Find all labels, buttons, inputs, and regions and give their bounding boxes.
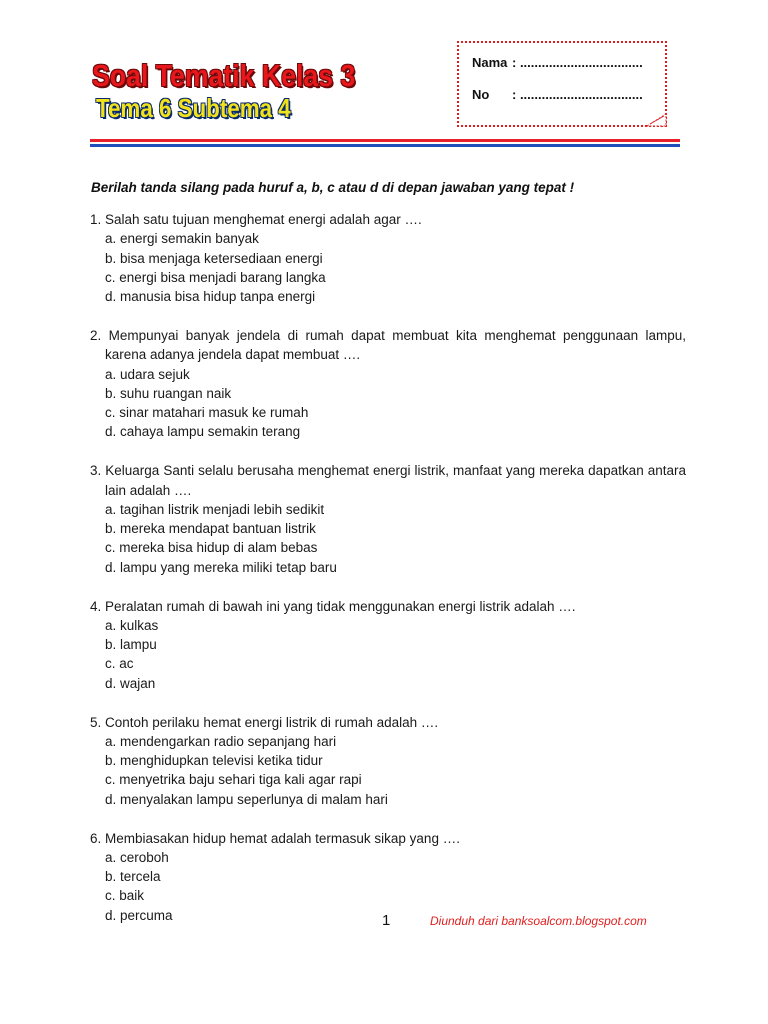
option-c: c. baik (105, 888, 145, 904)
question-text: 4. Peralatan rumah di bawah ini yang tidak menggunakan energi listrik adalah …. (90, 598, 576, 614)
no-value: : .................................. (512, 87, 643, 102)
header-rule-red (90, 139, 680, 142)
option-a: a. energi semakin banyak (105, 231, 259, 247)
option-b: b. lampu (105, 637, 157, 653)
question-text: 5. Contoh perilaku hemat energi listrik di rumah adalah …. (90, 714, 439, 730)
question-list (90, 210, 686, 945)
option-a: a. mendengarkan radio sepanjang hari (105, 733, 337, 749)
title-line-2: Tema 6 Subtema 4 (96, 93, 291, 123)
option-a: a. udara sejuk (105, 366, 190, 382)
question-text: 6. Membiasakan hidup hemat adalah termasuk sikap yang …. (90, 830, 460, 846)
option-d: d. lampu yang mereka miliki tetap baru (105, 559, 337, 575)
question-5 (90, 713, 686, 809)
option-b: b. mereka mendapat bantuan listrik (105, 521, 316, 537)
option-a: a. ceroboh (105, 849, 169, 865)
no-row (472, 87, 643, 102)
option-a: a. kulkas (105, 617, 159, 633)
name-label: Nama (472, 55, 508, 70)
option-d: d. cahaya lampu semakin terang (105, 424, 301, 440)
option-c: c. sinar matahari masuk ke rumah (105, 405, 309, 421)
option-c: c. mereka bisa hidup di alam bebas (105, 540, 318, 556)
question-text: 1. Salah satu tujuan menghemat energi adalah agar …. (90, 212, 422, 227)
question-text: 2. Mempunyai banyak jendela di rumah dapat membuat kita menghemat penggunaan lampu, karena adanya jendela dapat membuat …. (90, 327, 686, 363)
title-line-1: Soal Tematik Kelas 3 (92, 58, 356, 93)
option-c: c. energi bisa menjadi barang langka (105, 269, 326, 285)
option-b: b. bisa menjaga ketersediaan energi (105, 250, 323, 266)
page-fold-icon (645, 113, 667, 127)
question-3 (90, 461, 686, 577)
name-value: : .................................. (512, 55, 643, 70)
source-link[interactable]: Diunduh dari banksoalcom.blogspot.com (430, 914, 647, 928)
question-text: 3. Keluarga Santi selalu berusaha menghemat energi listrik, manfaat yang mereka dapatkan antara lain adalah …. (90, 463, 686, 498)
option-d: d. menyalakan lampu seperlunya di malam hari (105, 791, 388, 807)
option-a: a. tagihan listrik menjadi lebih sedikit (105, 501, 325, 517)
question-2 (90, 326, 686, 442)
option-d: d. manusia bisa hidup tanpa energi (105, 289, 316, 305)
question-6 (90, 829, 686, 925)
option-d: d. percuma (105, 907, 173, 923)
option-b: b. suhu ruangan naik (105, 385, 232, 401)
page-number: 1 (382, 912, 391, 929)
option-c: c. ac (105, 656, 134, 672)
name-row (472, 55, 643, 70)
header-rule-blue (90, 144, 680, 147)
no-label: No (472, 87, 490, 102)
option-b: b. menghidupkan televisi ketika tidur (105, 753, 323, 769)
option-c: c. menyetrika baju sehari tiga kali agar rapi (105, 772, 362, 788)
question-1 (90, 210, 686, 306)
option-d: d. wajan (105, 675, 156, 691)
name-box (457, 41, 667, 127)
question-4 (90, 597, 686, 693)
instruction-text: Berilah tanda silang pada huruf a, b, c atau d di depan jawaban yang tepat ! (91, 180, 575, 195)
option-b: b. tercela (105, 869, 161, 885)
